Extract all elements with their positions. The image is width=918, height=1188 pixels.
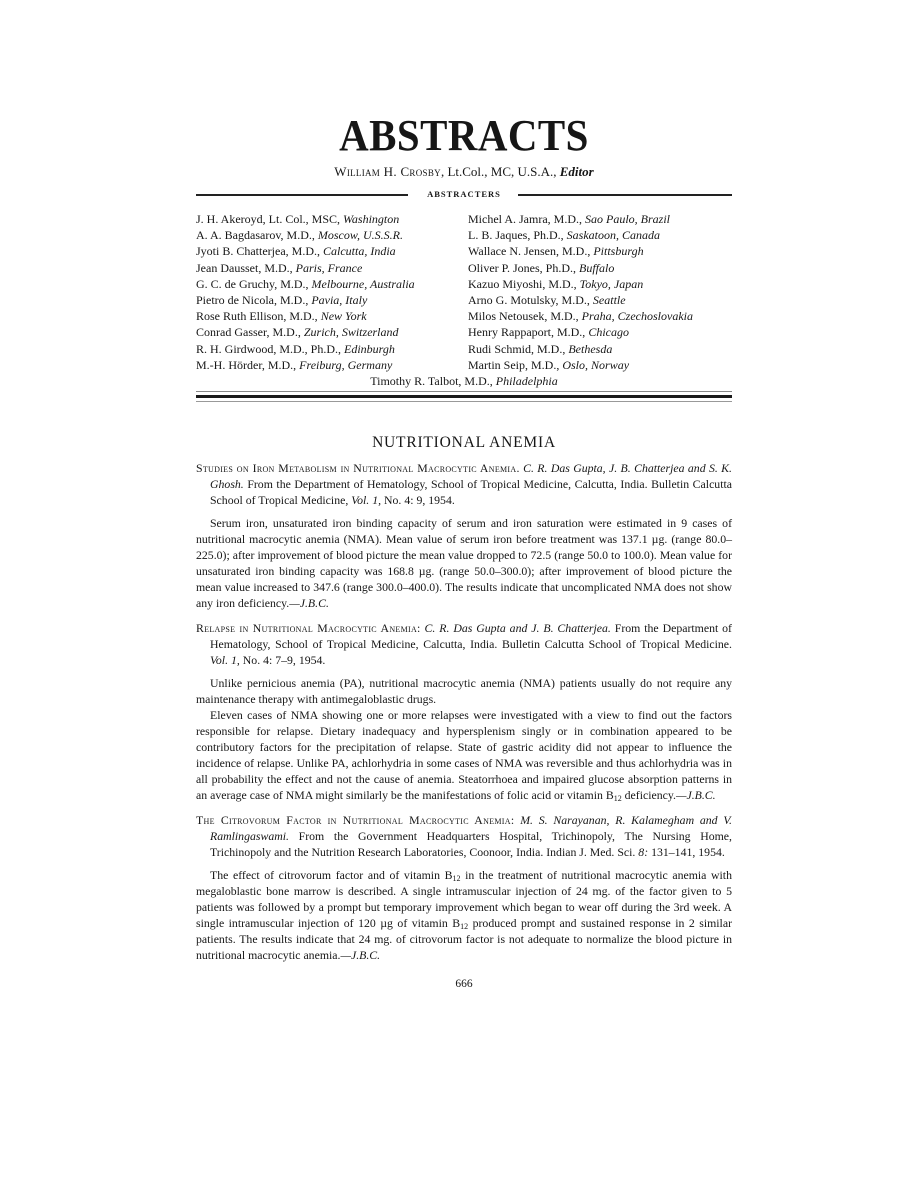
abstracter-place: Chicago (588, 325, 629, 340)
abstracter-place: Pittsburgh (593, 244, 644, 259)
abstracter-name: Arno G. Motulsky, M.D., (468, 293, 593, 308)
abstracter-place: Pavia, Italy (311, 293, 368, 308)
section-title: NUTRITIONAL ANEMIA (372, 434, 556, 451)
abstracter-entry-centered (196, 374, 732, 389)
abstracter-place: New York (320, 309, 367, 324)
abstracter-name: R. H. Girdwood, M.D., Ph.D., (196, 341, 345, 356)
abstracter-entry (468, 211, 732, 227)
abstracter-signature: —J.B.C. (340, 948, 381, 962)
abstracter-entry (468, 292, 732, 308)
divider-line (518, 194, 732, 196)
paragraph-text: Unlike pernicious anemia (PA), nutritional macrocytic anemia (NMA) patients usually do not require any maintenance therapy with antimegaloblastic drugs. (196, 676, 732, 706)
abstracter-place: Seattle (592, 293, 626, 308)
abstracter-place: Moscow, U.S.S.R. (317, 228, 403, 243)
abstract-article (196, 620, 732, 803)
article-paragraph (196, 707, 732, 803)
abstracter-place: Praha, Czechoslovakia (581, 309, 693, 324)
paragraph-text: Serum iron, unsaturated iron binding capacity of serum and iron saturation were estimated in 9 cases of nutritional macrocytic anemia (NMA). Mean value of serum iron before treatment was 137.1 µg. (range 80.0–225.0); after improvement of blood picture the mean value dropped to 72.5 (range 50.0 to 100.0). Mean value for unsaturated iron binding capacity was 168.8 µg. (range 50.0–300.0); after improvement of blood picture the mean value increased to 347.6 (range 300.0–400.0). The results indicate that uncomplicated NMA does not show any iron deficiency. (196, 516, 732, 610)
paragraph-text: in the treatment of nutritional macrocytic anemia with megaloblastic bone marrow is described. A single intramuscular injection of 24 mg. of the factor given to 5 patients was followed by a prompt but temporary improvement which began to wear off during the 3rd week. A single intramuscular injection of 120 µg of vitamin B (196, 868, 732, 930)
abstract-article (196, 460, 732, 611)
abstracter-name: Jean Dausset, M.D., (196, 260, 296, 275)
editor-role: Editor (559, 164, 594, 179)
abstracter-name: Pietro de Nicola, M.D., (196, 293, 312, 308)
abstracter-place: Calcutta, India (322, 244, 396, 259)
abstracter-place: Paris, France (295, 260, 363, 275)
article-authors: M. S. Narayanan, R. Kalamegham and V. Ramlingaswami. (210, 813, 732, 843)
editor-name: William H. Crosby (334, 164, 441, 179)
abstracter-signature: —J.B.C. (675, 788, 716, 802)
editor-line (196, 164, 732, 180)
abstracter-name: Michel A. Jamra, M.D., (468, 212, 585, 226)
abstracter-place: Buffalo (579, 260, 615, 275)
thin-rule (196, 391, 732, 392)
subscript: 12 (613, 794, 622, 803)
abstracter-entry (196, 243, 462, 259)
abstracter-entry (196, 211, 462, 227)
abstracter-entry (468, 260, 732, 276)
abstracters-left-column (196, 211, 462, 373)
article-volume: Vol. 1, (351, 493, 382, 507)
abstracter-name: J. H. Akeroyd, Lt. Col., MSC, (196, 212, 344, 226)
abstracter-place: Sao Paulo, Brazil (584, 212, 670, 226)
abstracter-name: Timothy R. Talbot, M.D., (370, 374, 496, 388)
article-heading (196, 460, 732, 508)
article-paragraph (196, 867, 732, 963)
abstracter-name: Kazuo Miyoshi, M.D., (468, 276, 580, 291)
abstracter-name: Milos Netousek, M.D., (468, 309, 582, 324)
abstract-article (196, 812, 732, 963)
abstracters-right-column (468, 211, 732, 373)
article-title: Studies on Iron Metabolism in Nutritional Macrocytic Anemia. (196, 461, 520, 475)
article-citation: No. 4: 9, 1954. (384, 493, 455, 507)
abstracter-entry (468, 341, 732, 357)
abstracter-entry (196, 260, 462, 276)
abstracters-label: ABSTRACTERS (427, 189, 501, 199)
abstracter-place: Bethesda (568, 341, 613, 356)
abstracter-name: Martin Seip, M.D., (468, 357, 563, 372)
abstracter-entry (196, 227, 462, 243)
editor-rank: , Lt.Col., MC, U.S.A., (440, 164, 560, 179)
header-bottom-rules (196, 389, 732, 405)
abstracter-entry (468, 308, 732, 324)
abstracter-entry (196, 341, 462, 357)
abstracter-name: Henry Rappaport, M.D., (468, 325, 589, 340)
abstracter-place: Washington (343, 212, 400, 226)
abstracts-body (196, 434, 732, 991)
abstracter-name: Rose Ruth Ellison, M.D., (196, 309, 321, 324)
abstracter-name: G. C. de Gruchy, M.D., (196, 276, 312, 291)
article-source: From the Government Headquarters Hospital, Trichinopoly, The Nursing Home, Trichinopoly and the Nutrition Research Laboratories, Coonoor, India. Indian J. Med. Sci. (210, 829, 732, 859)
abstracter-name: Jyoti B. Chatterjea, M.D., (196, 244, 323, 259)
abstracter-place: Saskatoon, Canada (566, 228, 661, 243)
abstracter-name: A. A. Bagdasarov, M.D., (196, 228, 318, 243)
abstracter-place: Zurich, Switzerland (303, 325, 399, 340)
article-citation: No. 4: 7–9, 1954. (242, 653, 326, 667)
abstracter-name: M.-H. Hörder, M.D., (196, 357, 300, 372)
abstracter-entry (196, 324, 462, 340)
abstracter-entry (468, 227, 732, 243)
article-heading (196, 812, 732, 860)
article-volume: Vol. 1, (210, 653, 240, 667)
article-source: From the Department of Hematology, School of Tropical Medicine, Calcutta, India. Bulletin Calcutta School of Tropical Medicine, (210, 477, 732, 507)
article-paragraph (196, 675, 732, 707)
paragraph-text: deficiency. (621, 788, 676, 802)
abstracters-divider (196, 190, 732, 200)
abstracter-name: Oliver P. Jones, Ph.D., (468, 260, 580, 275)
abstracter-place: Oslo, Norway (562, 357, 630, 372)
abstracter-name: Rudi Schmid, M.D., (468, 341, 569, 356)
subscript: 12 (452, 874, 461, 883)
thick-rule (196, 395, 732, 398)
abstracter-place: Freiburg, Germany (299, 357, 393, 372)
thin-rule (196, 401, 732, 402)
abstracter-place: Edinburgh (344, 341, 395, 356)
paragraph-text: Eleven cases of NMA showing one or more relapses were investigated with a view to find out the factors responsible for relapse. Dietary inadequacy and hypersplenism singly or in combination appeared to be contributory factors for the precipitation of relapse. State of gastric acidity did not appear to influence the incidence of relapse. Unlike PA, achlorhydria in some cases of NMA was reversible and thus achlorhydria was in all probability the effect and not the cause of anemia. Steatorrhoea and impaired glucose absorption patterns in an average case of NMA might similarly be the manifestations of folic acid or vitamin B (196, 708, 732, 802)
article-title: Relapse in Nutritional Macrocytic Anemia: (196, 621, 421, 635)
article-authors: C. R. Das Gupta and J. B. Chatterjea. (424, 621, 611, 635)
abstracter-entry (468, 357, 732, 373)
article-heading (196, 620, 732, 668)
page-title: ABSTRACTS (339, 111, 589, 160)
abstracter-name: Conrad Gasser, M.D., (196, 325, 304, 340)
subscript: 12 (460, 922, 469, 931)
abstracter-entry (196, 276, 462, 292)
abstracter-entry (196, 292, 462, 308)
abstracter-name: Wallace N. Jensen, M.D., (468, 244, 594, 259)
abstracter-entry (196, 308, 462, 324)
article-volume: 8: (638, 845, 649, 859)
paragraph-text: produced prompt and sustained response in 2 similar patients. The results indicate that 24 mg. of citrovorum factor is not adequate to normalize the blood picture in nutritional macrocytic anemia. (196, 916, 732, 962)
article-authors: C. R. Das Gupta, J. B. Chatterjea and S. K. Ghosh. (210, 461, 732, 491)
abstracter-signature: —J.B.C. (289, 596, 329, 610)
page-number: 666 (455, 978, 473, 990)
article-citation: 131–141, 1954. (651, 845, 725, 859)
abstracter-place: Tokyo, Japan (579, 276, 644, 291)
article-source: From the Department of Hematology, School of Tropical Medicine, Calcutta, India. Bulletin Calcutta School of Tropical Medicine. (210, 621, 732, 651)
abstracter-entry (196, 357, 462, 373)
article-paragraph (196, 515, 732, 611)
abstracter-place: Philadelphia (495, 374, 558, 388)
article-title: The Citrovorum Factor in Nutritional Macrocytic Anemia: (196, 813, 515, 827)
abstracter-entry (468, 324, 732, 340)
paragraph-text: The effect of citrovorum factor and of vitamin B (210, 868, 453, 882)
abstracter-entry (468, 243, 732, 259)
abstracter-entry (468, 276, 732, 292)
abstracter-name: L. B. Jaques, Ph.D., (468, 228, 567, 243)
abstracter-place: Melbourne, Australia (311, 276, 415, 291)
